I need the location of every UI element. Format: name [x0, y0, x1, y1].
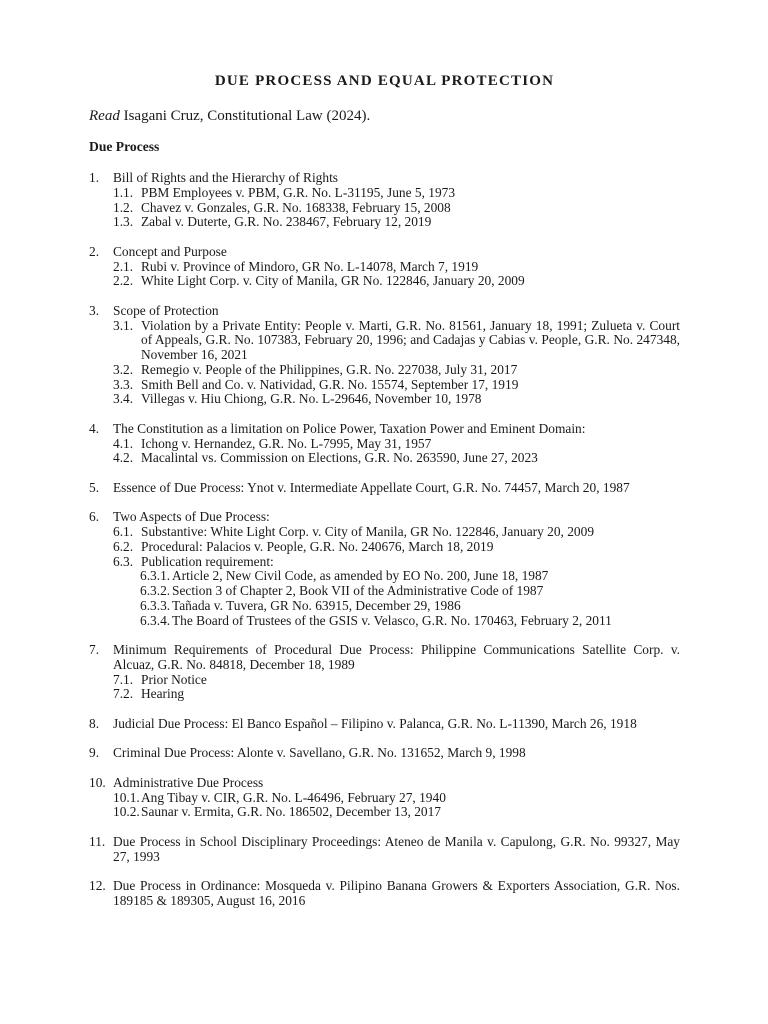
sub-item: [89, 687, 680, 702]
outline-item: [89, 746, 680, 761]
sub-item-text: Zabal v. Duterte, G.R. No. 238467, February 12, 2019: [141, 214, 432, 230]
outline-item: [89, 879, 680, 909]
sub-item-text: Hearing: [141, 686, 185, 702]
sub-item: [89, 540, 680, 555]
sub-item-text: Macalintal vs. Commission on Elections, G.R. No. 263590, June 27, 2023: [141, 450, 538, 466]
item-text: Minimum Requirements of Procedural Due Process: Philippine Communications Satellite Corp. v. Alcuaz, G.R. No. 84818, December 18, 1989: [113, 642, 680, 672]
sub-item-number: 6.1.: [113, 524, 134, 539]
outline-item: [89, 304, 680, 407]
sub-item-text: Saunar v. Ermita, G.R. No. 186502, December 13, 2017: [141, 804, 441, 820]
subsub-item: [89, 614, 680, 629]
sub-item: [89, 791, 680, 806]
sub-item-text: Ichong v. Hernandez, G.R. No. L-7995, May 31, 1957: [141, 435, 432, 451]
sub-item: [89, 186, 680, 201]
sub-item-text: Ang Tibay v. CIR, G.R. No. L-46496, February 27, 1940: [141, 789, 446, 805]
item-number: 10.: [89, 774, 106, 790]
outline-item: [89, 835, 680, 865]
item-text: Scope of Protection: [113, 302, 219, 318]
sub-item-text: Violation by a Private Entity: People v. Marti, G.R. No. 81561, January 18, 1991; Zulueta v. Court of Appeals, G.R. No. 107383, February 20, 1996; and Cadajas y Cabias v. People, G.R. No. 247348, November 16, 2021: [141, 317, 680, 362]
sub-item-number: 3.4.: [113, 391, 134, 407]
sub-list: [89, 319, 680, 408]
reading-reference: Isagani Cruz, Constitutional Law (2024).: [119, 108, 371, 124]
sub-item-number: 4.1.: [113, 435, 134, 451]
sub-item: [89, 673, 680, 688]
sub-item-number: 6.2.: [113, 538, 134, 554]
sub-item-number: 1.2.: [113, 199, 134, 215]
sub-item: [89, 260, 680, 275]
sub-item: [89, 215, 680, 230]
item-text: Essence of Due Process: Ynot v. Intermediate Appellate Court, G.R. No. 74457, March 20, 1987: [113, 479, 630, 495]
sub-item-number: 1.3.: [113, 214, 134, 230]
item-number: 3.: [89, 302, 100, 318]
outline-item: [89, 422, 680, 466]
sub-item-text: Smith Bell and Co. v. Natividad, G.R. No. 15574, September 17, 1919: [141, 376, 519, 392]
sub-item-number: 2.1.: [113, 258, 134, 274]
subsub-list: [89, 569, 680, 628]
sub-item: [89, 451, 680, 466]
sub-item-text: Procedural: Palacios v. People, G.R. No. 240676, March 18, 2019: [141, 538, 494, 554]
sub-item-number: 3.1.: [113, 317, 134, 333]
item-text: Concept and Purpose: [113, 243, 227, 259]
sub-item: [89, 363, 680, 378]
subsub-item-number: 6.3.1.: [140, 568, 171, 584]
sub-item: [89, 805, 680, 820]
sub-item-number: 10.2.: [113, 804, 140, 820]
sub-item-number: 7.1.: [113, 671, 134, 687]
subsub-item: [89, 569, 680, 584]
subsub-item: [89, 584, 680, 599]
sub-item-text: Remegio v. People of the Philippines, G.R. No. 227038, July 31, 2017: [141, 361, 518, 377]
item-number: 9.: [89, 745, 100, 761]
outline-item: [89, 481, 680, 496]
subsub-item-text: The Board of Trustees of the GSIS v. Velasco, G.R. No. 170463, February 2, 2011: [172, 612, 612, 628]
item-number: 1.: [89, 170, 100, 185]
section-heading: Due Process: [89, 139, 160, 154]
item-text: Due Process in School Disciplinary Proceedings: Ateneo de Manila v. Capulong, G.R. No. 99327, May 27, 1993: [113, 833, 680, 864]
sub-list: [89, 525, 680, 628]
topic-outline: [89, 171, 680, 909]
outline-item: [89, 510, 680, 628]
outline-item: [89, 643, 680, 702]
sub-item-number: 6.3.: [113, 553, 134, 569]
sub-item: [89, 392, 680, 407]
sub-item-number: 4.2.: [113, 450, 134, 466]
subsub-item: [89, 599, 680, 614]
item-text: Bill of Rights and the Hierarchy of Rights: [113, 170, 339, 185]
sub-item-text: PBM Employees v. PBM, G.R. No. L-31195, June 5, 1973: [141, 184, 456, 200]
sub-item-text: Chavez v. Gonzales, G.R. No. 168338, February 15, 2008: [141, 199, 451, 215]
item-number: 8.: [89, 715, 100, 731]
sub-item-text: Prior Notice: [141, 671, 207, 687]
sub-item: [89, 555, 680, 629]
subsub-item-text: Tañada v. Tuvera, GR No. 63915, December 29, 1986: [172, 597, 461, 613]
sub-item-number: 1.1.: [113, 184, 134, 200]
outline-item: [89, 171, 680, 230]
sub-item: [89, 319, 680, 363]
sub-item: [89, 378, 680, 393]
subsub-item-number: 6.3.2.: [140, 583, 171, 598]
item-text: Administrative Due Process: [113, 774, 264, 790]
item-number: 7.: [89, 642, 100, 657]
item-text: Criminal Due Process: Alonte v. Savellano, G.R. No. 131652, March 9, 1998: [113, 745, 526, 761]
sub-list: [89, 673, 680, 703]
read-label: Read: [89, 108, 120, 124]
outline-item: [89, 776, 680, 820]
sub-item-number: 2.2.: [113, 273, 134, 289]
outline-item: [89, 245, 680, 289]
item-number: 12.: [89, 878, 106, 893]
subsub-item-number: 6.3.4.: [140, 612, 171, 628]
item-number: 2.: [89, 243, 100, 259]
sub-item: [89, 437, 680, 452]
sub-item: [89, 201, 680, 216]
sub-list: [89, 791, 680, 821]
sub-list: [89, 260, 680, 290]
item-number: 4.: [89, 420, 100, 436]
sub-list: [89, 437, 680, 467]
sub-item-number: 3.2.: [113, 361, 134, 377]
sub-item-number: 7.2.: [113, 686, 134, 702]
item-text: Due Process in Ordinance: Mosqueda v. Pilipino Banana Growers & Exporters Association, G.R. Nos. 189185 & 189305, August 16, 2016: [113, 878, 680, 908]
item-number: 11.: [89, 833, 106, 849]
subsub-item-text: Section 3 of Chapter 2, Book VII of the Administrative Code of 1987: [172, 583, 544, 598]
subsub-item-number: 6.3.3.: [140, 597, 171, 613]
document-title: DUE PROCESS AND EQUAL PROTECTION: [214, 73, 555, 89]
sub-item-text: Publication requirement:: [141, 553, 274, 569]
sub-item-text: Rubi v. Province of Mindoro, GR No. L-14078, March 7, 1919: [141, 258, 479, 274]
sub-item-text: Villegas v. Hiu Chiong, G.R. No. L-29646, November 10, 1978: [141, 391, 482, 407]
item-text: Two Aspects of Due Process:: [113, 509, 270, 525]
sub-item-number: 3.3.: [113, 376, 134, 392]
item-text: The Constitution as a limitation on Police Power, Taxation Power and Eminent Domain:: [113, 420, 586, 436]
item-text: Judicial Due Process: El Banco Español – Filipino v. Palanca, G.R. No. L-11390, March 26, 1918: [113, 715, 637, 731]
subsub-item-text: Article 2, New Civil Code, as amended by EO No. 200, June 18, 1987: [172, 568, 549, 584]
sub-item: [89, 525, 680, 540]
reading-assignment: [89, 107, 680, 125]
item-number: 6.: [89, 509, 100, 525]
item-number: 5.: [89, 479, 100, 495]
sub-list: [89, 186, 680, 230]
outline-item: [89, 717, 680, 732]
sub-item-text: Substantive: White Light Corp. v. City of Manila, GR No. 122846, January 20, 2009: [141, 524, 595, 539]
sub-item: [89, 274, 680, 289]
sub-item-text: White Light Corp. v. City of Manila, GR No. 122846, January 20, 2009: [141, 273, 525, 289]
sub-item-number: 10.1.: [113, 789, 140, 805]
